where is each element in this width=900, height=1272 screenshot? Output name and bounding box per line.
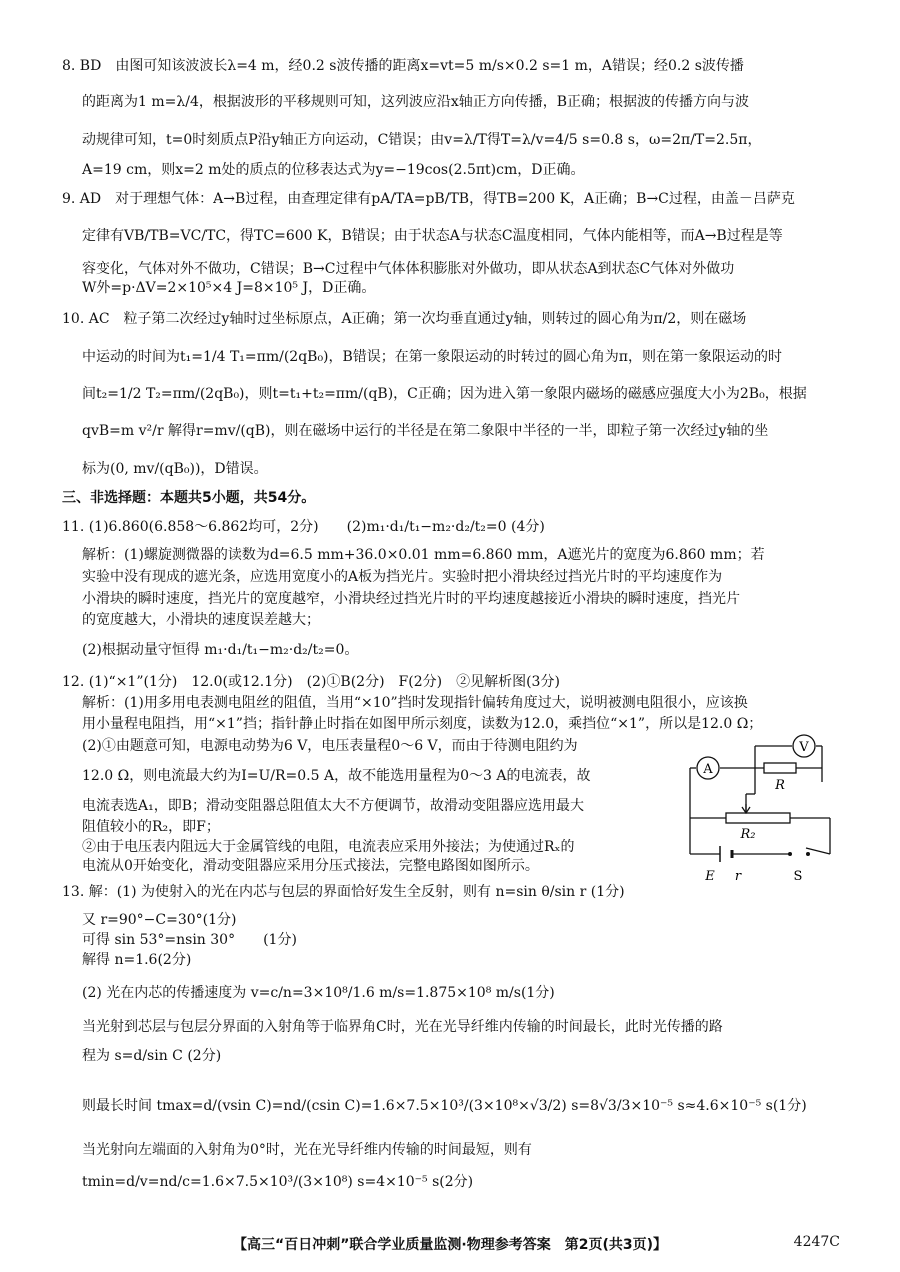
ammeter-label: A: [703, 762, 713, 777]
rheostat-icon: [726, 813, 790, 823]
text-line: 则最长时间 tmax=d/(vsin C)=nd/(csin C)=1.6×7.5×10³/(3×10⁸×√3/2) s=8√3/3×10⁻⁵ s≈4.6×10⁻⁵ s(1分): [82, 1098, 807, 1114]
text-line: 13. 解：(1) 为使射入的光在内芯与包层的界面恰好发生全反射，则有 n=sin θ/sin r (1分): [62, 884, 625, 900]
text-line: 的宽度越大，小滑块的速度误差越大；: [82, 612, 320, 628]
text-line: 当光射向左端面的入射角为0°时，光在光导纤维内传输的时间最短，则有: [82, 1142, 532, 1158]
text-line: 电流表选A₁，即B；滑动变阻器总阻值太大不方便调节，故滑动变阻器应选用最大: [82, 798, 585, 814]
text-line: 又 r=90°−C=30°(1分): [82, 912, 237, 928]
text-line: 程为 s=d/sin C (2分): [82, 1048, 222, 1064]
text-line: 11. (1)6.860(6.858～6.862均可，2分) (2)m₁·d₁/t₁−m₂·d₂/t₂=0 (4分): [62, 519, 545, 535]
text-line: 12. (1)“×1”(1分) 12.0(或12.1分) (2)①B(2分) F(2分) ②见解析图(3分): [62, 674, 560, 690]
internal-resistance-label: r: [734, 869, 742, 884]
voltmeter-icon: [793, 735, 815, 757]
text-line: 三、非选择题：本题共5小题，共54分。: [62, 490, 316, 506]
text-line: W外=p·ΔV=2×10⁵×4 J=8×10⁵ J，D正确。: [82, 280, 376, 296]
text-line: qvB=m v²/r 解得r=mv/(qB)，则在磁场中运行的半径是在第二象限中半径的一半，即粒子第一次经过y轴的坐: [82, 423, 769, 439]
text-line: 间t₂=1/2 T₂=πm/(2qB₀)，则t=t₁+t₂=πm/(qB)，C正确；因为进入第一象限内磁场的磁感应强度大小为2B₀，根据: [82, 386, 807, 402]
voltmeter-label: V: [799, 740, 809, 755]
resistor-icon: [764, 763, 796, 773]
switch-icon: [788, 852, 810, 856]
circuit-diagram: [680, 734, 850, 884]
text-line: 可得 sin 53°=nsin 30° (1分): [82, 932, 297, 948]
footer-title: 【高三“百日冲刺”联合学业质量监测·物理参考答案 第2页(共3页)】: [233, 1237, 667, 1253]
text-line: 动规律可知，t=0时刻质点P沿y轴正方向运动，C错误；由v=λ/T得T=λ/v=4/5 s=0.8 s，ω=2π/T=2.5π，: [82, 132, 762, 148]
text-line: tmin=d/v=nd/c=1.6×7.5×10³/(3×10⁸) s=4×10⁻⁵ s(2分): [82, 1174, 474, 1190]
text-line: 容变化，气体对外不做功，C错误；B→C过程中气体体积膨胀对外做功，即从状态A到状态C气体对外做功: [82, 261, 735, 277]
text-line: ②由于电压表内阻远大于金属管线的电阻，电流表应采用外接法；为使通过Rₓ的: [82, 839, 575, 855]
battery-icon: [720, 846, 732, 862]
text-line: 电流从0开始变化，滑动变阻器应采用分压式接法，完整电路图如图所示。: [82, 858, 539, 874]
text-line: 定律有VB/TB=VC/TC，得TC=600 K，B错误；由于状态A与状态C温度相同，气体内能相等，而A→B过程是等: [82, 228, 783, 244]
text-line: 解析：(1)螺旋测微器的读数为d=6.5 mm+36.0×0.01 mm=6.860 mm，A遮光片的宽度为6.860 mm；若: [82, 547, 765, 563]
resistor-label: R: [775, 778, 785, 793]
text-line: 标为(0, mv/(qB₀))，D错误。: [82, 461, 268, 477]
text-line: 小滑块的瞬时速度，挡光片的宽度越窄，小滑块经过挡光片时的平均速度越接近小滑块的瞬时速度，挡光片: [82, 591, 740, 607]
text-line: 实验中没有现成的遮光条，应选用宽度小的A板为挡光片。实验时把小滑块经过挡光片时的平均速度作为: [82, 569, 723, 585]
text-line: 8. BD 由图可知该波波长λ=4 m，经0.2 s波传播的距离x=vt=5 m/s×0.2 s=1 m，A错误；经0.2 s波传播: [62, 58, 744, 74]
switch-label: S: [793, 869, 803, 884]
text-line: 9. AD 对于理想气体：A→B过程，由查理定律有pA/TA=pB/TB，得TB=200 K，A正确；B→C过程，由盖－吕萨克: [62, 191, 795, 207]
rheostat-label: R₂: [740, 827, 756, 842]
text-line: 中运动的时间为t₁=1/4 T₁=πm/(2qB₀)，B错误；在第一象限运动的时转过的圆心角为π，则在第一象限运动的时: [82, 349, 783, 365]
ammeter-icon: [697, 757, 719, 779]
text-line: 当光射到芯层与包层分界面的入射角等于临界角C时，光在光导纤维内传输的时间最长，此时光传播的路: [82, 1019, 723, 1035]
text-line: 用小量程电阻挡，用“×1”挡；指针静止时指在如图甲所示刻度，读数为12.0，乘挡位“×1”，所以是12.0 Ω；: [82, 716, 763, 732]
text-line: 10. AC 粒子第二次经过y轴时过坐标原点，A正确；第一次均垂直通过y轴，则转过的圆心角为π/2，则在磁场: [62, 311, 747, 327]
text-line: 的距离为1 m=λ/4，根据波形的平移规则可知，这列波应沿x轴正方向传播，B正确；根据波的传播方向与波: [82, 94, 750, 110]
emf-label: E: [705, 869, 715, 884]
text-line: (2)①由题意可知，电源电动势为6 V，电压表量程0～6 V，而由于待测电阻约为: [82, 738, 578, 754]
slider-arrow-icon: [742, 804, 750, 813]
text-line: 解析：(1)用多用电表测电阻丝的阻值，当用“×10”挡时发现指针偏转角度过大，说明被测电阻很小，应该换: [82, 695, 748, 711]
text-line: (2) 光在内芯的传播速度为 v=c/n=3×10⁸/1.6 m/s=1.875×10⁸ m/s(1分): [82, 985, 555, 1001]
text-line: A=19 cm，则x=2 m处的质点的位移表达式为y=−19cos(2.5πt)cm，D正确。: [82, 162, 585, 178]
text-line: 阻值较小的R₂，即F；: [82, 819, 220, 835]
text-line: 12.0 Ω，则电流最大约为I=U/R=0.5 A，故不能选用量程为0～3 A的电流表，故: [82, 768, 591, 784]
text-line: (2)根据动量守恒得 m₁·d₁/t₁−m₂·d₂/t₂=0。: [82, 642, 359, 658]
footer-code: 4247C: [793, 1234, 840, 1250]
text-line: 解得 n=1.6(2分): [82, 952, 192, 968]
